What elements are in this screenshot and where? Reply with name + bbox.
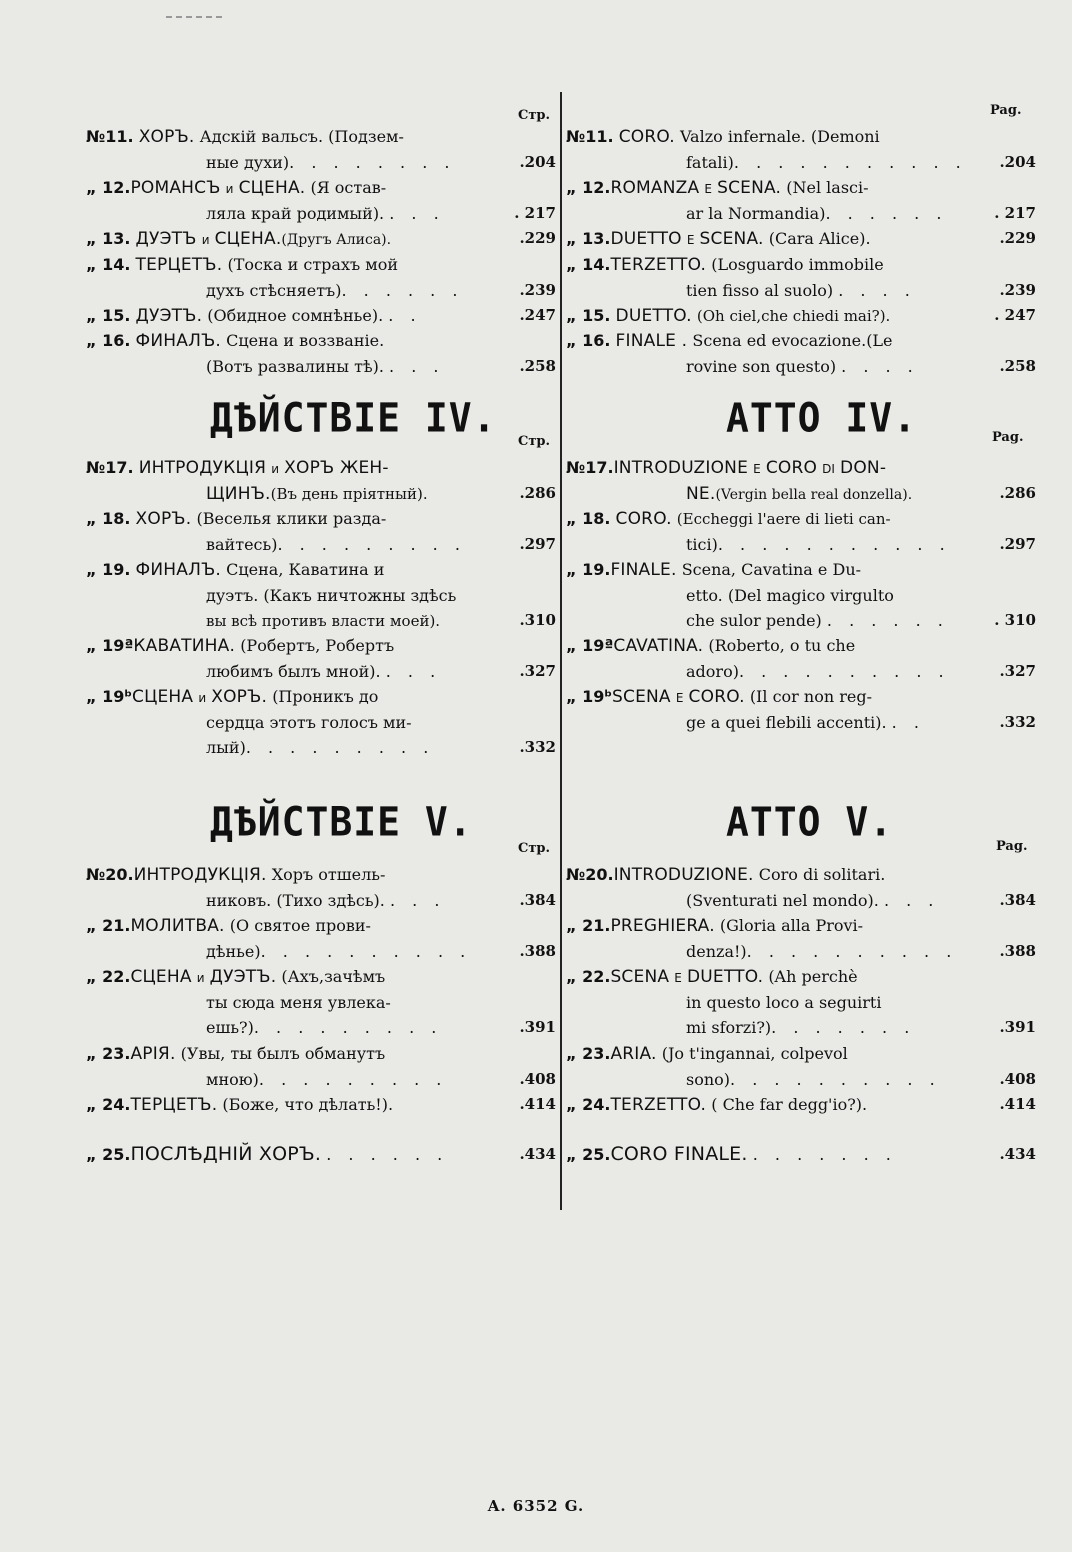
act-heading-it-4: ATTO IV. [726, 394, 918, 442]
entry-title: ИНТРОДУКЦІЯ. [133, 865, 267, 885]
entry-text: сердца этотъ голосъ ми- [206, 712, 412, 732]
entry-title: DUETTO. [615, 306, 692, 326]
conjunction: E [675, 691, 684, 705]
entry-title: ХОРЪ. [135, 509, 192, 529]
leader-dots: . . . . . . . . . . [738, 661, 950, 681]
ru-entry-20 [86, 862, 556, 913]
entry-text: (Losguardo immobile [711, 255, 884, 274]
leader-dots: . . . [389, 356, 445, 376]
entry-text: rovine son questo) [686, 356, 837, 376]
entry-title: DUETTO. [686, 967, 764, 987]
page-number: .258 [999, 356, 1036, 375]
entry-title: СЦЕНА. [238, 178, 306, 198]
entry-text: (Проникъ до [272, 687, 379, 706]
page-number: .297 [519, 534, 556, 553]
conjunction: и [198, 691, 207, 705]
ru-entry-11 [86, 124, 556, 175]
leader-dots: . . . . [841, 356, 919, 376]
page-number: .434 [999, 1145, 1036, 1163]
entry-text: Scena, Cavatina e Du- [681, 560, 862, 579]
entry-title: CORO FINALE. [610, 1143, 748, 1165]
leader-dots: . . . . . . . . . [253, 1018, 443, 1037]
entry-number: „ 23. [86, 1044, 131, 1063]
entry-text: Scena ed evocazione.(Le [692, 331, 893, 350]
entry-number: „ 14. [566, 255, 611, 274]
entry-title: ХОРЪ ЖЕН- [284, 458, 389, 478]
entry-text: вы всѣ противъ власти моей). [206, 612, 441, 630]
entry-text: Сцена и воззваніе. [226, 331, 385, 350]
leader-dots: . . . . . . . . . . [746, 941, 958, 961]
page-label-it: Pag. [990, 103, 1022, 118]
entry-text: Valzo infernale. (Demoni [679, 127, 880, 146]
entry-text: (Въ день пріятный). [270, 484, 428, 503]
conjunction: E [753, 462, 761, 476]
entry-number: „ 21. [566, 916, 611, 935]
entry-number: „ 19. [566, 560, 611, 579]
entry-text: ar la Normandia) [686, 203, 826, 223]
entry-title: CAVATINA. [613, 636, 704, 656]
page-number: .310 [519, 611, 556, 629]
entry-title: DUETTO [610, 229, 682, 249]
leader-dots: . . . . . . [826, 611, 949, 630]
it-entry-25 [566, 1142, 1036, 1168]
entry-text: ( Che far degg'io?). [711, 1095, 868, 1114]
entry-title: ФИНАЛЪ. [135, 560, 222, 580]
entry-title: СЦЕНА [132, 687, 194, 707]
entry-text: (Eccheggi l'aere di lieti can- [676, 510, 891, 528]
entry-number: „ 19ª [566, 636, 614, 655]
entry-text: adoro) [686, 661, 739, 681]
entry-number: „ 25. [566, 1145, 611, 1164]
entry-title: ДУЭТЪ. [135, 306, 203, 326]
entry-text: (Jo t'ingannai, colpevol [661, 1044, 848, 1063]
entry-text: (Другъ Алиса). [281, 232, 392, 248]
page-number: .327 [999, 661, 1036, 680]
entry-title: СЦЕНА. [214, 229, 282, 249]
entry-title: ИНТРОДУКЦІЯ [138, 458, 267, 478]
entry-text: Coro di solitari. [758, 865, 886, 884]
entry-title: ARIA. [610, 1044, 657, 1064]
it-entry-14 [566, 252, 1036, 303]
leader-dots: . . . . . . . [771, 1018, 916, 1037]
page-label-it: Pag. [992, 430, 1024, 445]
entry-number: №17. [566, 458, 614, 477]
entry-title: ТЕРЦЕТЪ. [135, 255, 223, 275]
page-number: .384 [519, 890, 556, 909]
page-number: .258 [519, 356, 556, 375]
it-entry-22 [566, 964, 1036, 1041]
entry-text: mi sforzi?) [686, 1018, 772, 1037]
page-number: .414 [519, 1095, 556, 1113]
entry-title: МОЛИТВА. [130, 916, 225, 936]
leader-dots: . . . . . . . . . [245, 738, 435, 757]
entry-number: №20. [566, 865, 614, 884]
entry-title: PREGHIERA. [610, 916, 715, 936]
entry-text: мною) [206, 1069, 259, 1089]
ru-entry-19 [86, 557, 556, 634]
entry-title: АРІЯ. [130, 1044, 176, 1064]
entry-number: „ 12. [566, 178, 611, 197]
leader-dots: . . . [385, 661, 442, 681]
page-number: .327 [519, 661, 556, 680]
it-entry-24 [566, 1092, 1036, 1118]
entry-title: ДУЭТЪ [135, 229, 197, 249]
page-number: .297 [999, 534, 1036, 553]
entry-text: духъ стѣсняетъ) [206, 280, 342, 300]
entry-number: „ 16. [566, 331, 611, 350]
entry-text: ляла край родимый). [206, 203, 385, 223]
page-label-ru: Стр. [518, 434, 551, 449]
russian-column [86, 0, 556, 1552]
page-number: .239 [519, 280, 556, 299]
entry-text: (Sventurati nel mondo). [686, 890, 879, 910]
leader-dots: . . . . . . . . . [277, 534, 466, 554]
entry-text: denza!) [686, 941, 747, 961]
entry-title: ROMANZA [610, 178, 700, 198]
leader-dots: . . . . . . [341, 280, 464, 300]
entry-text: любимъ былъ мной). [206, 661, 381, 681]
leader-dots: . . . [883, 890, 940, 910]
entry-title: TERZETTO. [610, 255, 707, 275]
ru-entry-17 [86, 455, 556, 506]
entry-title: CORO. [688, 687, 745, 707]
page-number: .391 [519, 1018, 556, 1036]
entry-number: „ 18. [566, 509, 611, 528]
act-heading-ru-4: ДѢЙСТВІЕ IV. [210, 394, 497, 442]
entry-number: „ 22. [86, 967, 131, 986]
entry-number: №20. [86, 865, 134, 884]
entry-text: tici) [686, 534, 718, 554]
leader-dots: . . [891, 712, 925, 732]
entry-number: „ 19ª [86, 636, 134, 655]
it-entry-18 [566, 506, 1036, 557]
entry-title: РОМАНСЪ [130, 178, 221, 198]
entry-text: (Roberto, o tu che [708, 636, 856, 655]
entry-text: (Ахъ,зачѣмъ [281, 967, 386, 986]
leader-dots: . . . . . . [326, 1145, 449, 1164]
conjunction: DI [822, 462, 835, 476]
entry-number: „ 22. [566, 967, 611, 986]
page-number: .434 [519, 1145, 556, 1163]
entry-text: лый) [206, 738, 246, 757]
entry-number: „ 23. [566, 1044, 611, 1063]
it-entry-12 [566, 175, 1036, 226]
entry-text: sono) [686, 1069, 731, 1089]
entry-text: (Cara Alice). [768, 229, 871, 248]
entry-text: in questo loco a seguirti [686, 992, 882, 1012]
ru-entry-19a [86, 633, 556, 684]
entry-title: SCENA [610, 967, 670, 987]
leader-dots: . . . . [838, 280, 916, 300]
entry-text: (Робертъ, Робертъ [240, 636, 395, 655]
act-heading-it-5: ATTO V. [726, 798, 894, 846]
entry-text: (Nel lasci- [786, 178, 869, 197]
page-number: .414 [999, 1095, 1036, 1113]
entry-text: (Gloria alla Provi- [719, 916, 864, 935]
entry-title: CORO. [615, 509, 672, 529]
entry-text: (Веселья клики разда- [196, 509, 387, 528]
entry-title: ЩИНЪ. [206, 483, 271, 504]
entry-number: „ 24. [86, 1095, 131, 1114]
entry-number: „ 19ᵇ [566, 687, 613, 706]
entry-text: (Ah perchè [768, 967, 858, 986]
page-number: .332 [519, 738, 556, 756]
entry-number: „ 19ᵇ [86, 687, 133, 706]
entry-title: ТЕРЦЕТЪ. [130, 1095, 218, 1115]
it-entry-19 [566, 557, 1036, 634]
entry-number: „ 25. [86, 1145, 131, 1164]
entry-text: (О святое прови- [229, 916, 371, 935]
page-number: .286 [519, 483, 556, 502]
entry-text: (Боже, что дѣлать!). [222, 1095, 394, 1114]
entry-number: „ 12. [86, 178, 131, 197]
entry-title: TERZETTO. [610, 1095, 707, 1115]
leader-dots: . . . . . . . [752, 1145, 897, 1164]
page-number: .286 [999, 483, 1036, 502]
ru-entry-19b [86, 684, 556, 761]
entry-title: NE. [686, 483, 716, 504]
ru-entry-16 [86, 328, 556, 379]
leader-dots: . . . [389, 890, 446, 910]
entry-title: SCENA. [717, 178, 782, 198]
leader-dots: . . . . . . . . . . [730, 1069, 941, 1089]
ru-entry-18 [86, 506, 556, 557]
entry-text: (Oh ciel,che chiedi mai?). [696, 307, 891, 325]
entry-number: №11. [86, 127, 134, 146]
leader-dots: . . . . . . . . . . . [733, 152, 967, 172]
conjunction: E [704, 182, 713, 196]
entry-text: дѣнье) [206, 941, 261, 961]
entry-title: CORO. [618, 127, 675, 147]
entry-text: никовъ. (Тихо здѣсь). [206, 890, 385, 910]
it-entry-15 [566, 303, 1036, 329]
ru-entry-23 [86, 1041, 556, 1092]
entry-number: „ 21. [86, 916, 131, 935]
page-number: .204 [519, 152, 556, 171]
leader-dots: . . [388, 306, 422, 325]
conjunction: E [686, 233, 695, 247]
it-entry-20 [566, 862, 1036, 913]
page-number: .384 [999, 890, 1036, 909]
page-number: .332 [999, 712, 1036, 731]
entry-text: (Вотъ развалины тѣ). [206, 356, 384, 376]
entry-title: FINALE . [615, 331, 688, 351]
entry-title: INTRODUZIONE [613, 458, 749, 478]
page-label-ru: Стр. [518, 108, 551, 123]
entry-text: (Vergin bella real donzella). [715, 486, 913, 503]
page-label-ru: Стр. [518, 841, 551, 856]
conjunction: E [674, 971, 682, 985]
conjunction: и [225, 182, 234, 196]
ru-entry-22 [86, 964, 556, 1041]
page-number: . 310 [994, 611, 1036, 629]
ru-entry-21 [86, 913, 556, 964]
entry-text: Хоръ отшель- [271, 865, 386, 884]
entry-title: FINALE. [610, 560, 677, 580]
entry-text: дуэтъ. (Какъ ничтожны здѣсь [206, 585, 457, 605]
page-number: .247 [519, 306, 556, 324]
entry-number: №11. [566, 127, 614, 146]
entry-title: ХОРЪ. [211, 687, 268, 707]
page-number: .388 [999, 941, 1036, 960]
entry-text: вайтесь) [206, 534, 278, 554]
entry-title: SCENA. [699, 229, 764, 249]
page-number: . 247 [994, 306, 1036, 324]
page-number: .229 [519, 229, 556, 247]
page-number: .204 [999, 152, 1036, 171]
entry-title: SCENA [612, 687, 671, 707]
entry-number: „ 15. [86, 306, 131, 325]
ru-entry-13 [86, 226, 556, 252]
page-number: .408 [999, 1069, 1036, 1088]
ru-entry-14 [86, 252, 556, 303]
entry-text: ешь?) [206, 1018, 254, 1037]
entry-title: ФИНАЛЪ. [135, 331, 222, 351]
entry-text: (Я остав- [310, 178, 387, 197]
entry-number: „ 13. [86, 229, 131, 248]
act-heading-ru-5: ДѢЙСТВІЕ V. [210, 798, 473, 846]
leader-dots: . . . . . . . . . . . [717, 534, 951, 554]
entry-number: „ 19. [86, 560, 131, 579]
ru-entry-25 [86, 1142, 556, 1168]
leader-dots: . . . . . . . . . . [260, 941, 472, 961]
entry-title: КАВАТИНА. [133, 636, 236, 656]
entry-number: „ 14. [86, 255, 131, 274]
conjunction: и [196, 971, 205, 985]
entry-text: fatali) [686, 152, 734, 172]
entry-title: ХОРЪ. [138, 127, 195, 147]
entry-text: ты сюда меня увлека- [206, 992, 391, 1012]
it-entry-17 [566, 455, 1036, 506]
italian-column [566, 0, 1036, 1552]
it-entry-16 [566, 328, 1036, 379]
it-entry-13 [566, 226, 1036, 252]
entry-title: DON- [840, 458, 887, 478]
ru-entry-12 [86, 175, 556, 226]
entry-number: „ 24. [566, 1095, 611, 1114]
leader-dots: . . . . . . [825, 203, 948, 223]
entry-text: Сцена, Каватина и [226, 560, 385, 579]
conjunction: и [201, 233, 210, 247]
it-entry-23 [566, 1041, 1036, 1092]
entry-text: (Увы, ты былъ обманутъ [180, 1044, 386, 1063]
entry-number: „ 13. [566, 229, 611, 248]
entry-text: ge a quei flebili accenti). [686, 712, 887, 732]
page-number: .239 [999, 280, 1036, 299]
entry-title: ДУЭТЪ. [209, 967, 277, 987]
entry-number: №17. [86, 458, 134, 477]
entry-title: ПОСЛѢДНІЙ ХОРЪ. [130, 1143, 322, 1165]
page-label-it: Pag. [996, 839, 1028, 854]
plate-number: A. 6352 G. [487, 1497, 585, 1515]
entry-text: ные духи) [206, 152, 290, 172]
entry-title: INTRODUZIONE. [613, 865, 754, 885]
leader-dots: . . . . . . . . . [258, 1069, 448, 1089]
ru-entry-15 [86, 303, 556, 329]
it-entry-11 [566, 124, 1036, 175]
entry-text: etto. (Del magico virgulto [686, 585, 894, 605]
it-entry-21 [566, 913, 1036, 964]
entry-title: CORO [765, 458, 818, 478]
it-entry-19b [566, 684, 1036, 735]
leader-dots: . . . . . . . . [289, 152, 456, 172]
page-number: . 217 [514, 203, 556, 222]
column-divider [560, 92, 562, 1210]
ru-entry-24 [86, 1092, 556, 1118]
entry-text: tien fisso al suolo) [686, 280, 834, 300]
entry-text: (Тоска и страхъ мой [227, 255, 398, 274]
page-number: .408 [519, 1069, 556, 1088]
page-number: .391 [999, 1018, 1036, 1036]
page-number: .229 [999, 229, 1036, 247]
entry-text: Адскій вальсъ. (Подзем- [199, 127, 404, 146]
entry-number: „ 15. [566, 306, 611, 325]
entry-number: „ 18. [86, 509, 131, 528]
conjunction: и [271, 462, 280, 476]
entry-text: (Il cor non reg- [749, 687, 872, 706]
it-entry-19a [566, 633, 1036, 684]
entry-text: che sulor pende) [686, 611, 822, 630]
entry-number: „ 16. [86, 331, 131, 350]
page-number: .388 [519, 941, 556, 960]
page-number: . 217 [994, 203, 1036, 222]
leader-dots: . . . [389, 203, 445, 223]
entry-text: (Обидное сомнѣнье). [207, 306, 384, 325]
entry-title: СЦЕНА [130, 967, 192, 987]
